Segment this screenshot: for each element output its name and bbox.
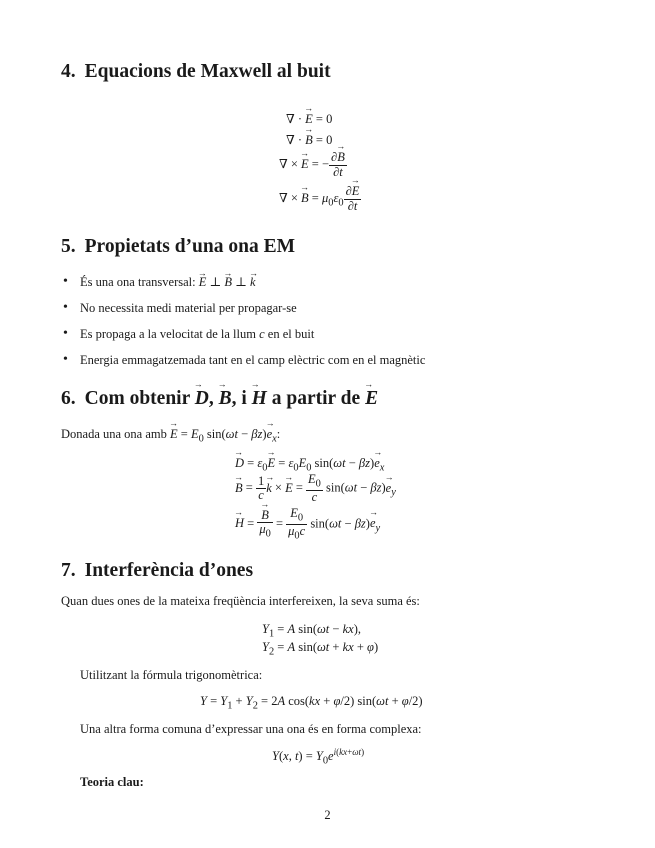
maxwell-eq-3: ∇ × E → = − $\frac{\partial B \to}{\partial t}$ <box>279 151 347 180</box>
equation-B: B → = $\frac{1}{c}$ k → × E → = $\frac{E_0}{c}$ $\sin(\omega t - \beta z)e \to_y$ <box>235 473 396 505</box>
list-item: • No necessita medi material per propagar-se <box>61 300 425 326</box>
equation-D: D → = $\varepsilon_0E$ → = $\varepsilon_0E_0$ $\sin(\omega t - \beta z)e \to_x$ <box>235 456 384 474</box>
equation-y2: $Y_2 = A$ sin(ωt + kx + φ) <box>262 640 379 658</box>
page-number: 2 <box>324 808 331 822</box>
list-item: • Energia emmagatzemada tant en el camp elèctric com en el magnètic <box>61 352 425 378</box>
maxwell-eq-1: ∇ · E → = 0 <box>286 111 332 127</box>
equation-H: H → = $\frac{B \to}{\mu_0}$ = $\frac{E_0}{\mu_0c}$ $\sin(\omega t - \beta z)e \to_y$ <box>235 507 380 542</box>
section-6-intro: Donada una ona amb E → = $E_0$ $\sin(\omega t - \beta z)e \to_x$: <box>61 427 280 445</box>
section-4-heading: 4. Equacions de Maxwell al buit <box>61 61 331 82</box>
section-7-heading: 7. Interferència d’ones <box>61 560 254 581</box>
key-theory-label: Teoria clau: <box>80 775 144 789</box>
properties-list <box>61 274 425 378</box>
complex-equation: Y(x, $t) = Y_0e^{i(kx+\omega t)}$ <box>272 747 365 767</box>
complex-text: Una altra forma comuna d’expressar una ona és en forma complexa: <box>80 722 422 736</box>
maxwell-eq-2: ∇ · B → = 0 <box>286 132 332 148</box>
section-5-heading: 5. Propietats d’una ona EM <box>61 236 295 257</box>
trig-text: Utilitzant la fórmula trigonomètrica: <box>80 668 263 682</box>
section-6-heading: 6. Com obtenir D →, B →, i H → a partir de E → <box>61 388 378 410</box>
list-item: • És una ona transversal: E → ⊥ B → ⊥ k → <box>61 274 425 300</box>
equation-y1: $Y_1 = A$ sin(ωt − kx), <box>262 622 362 640</box>
maxwell-eq-4: ∇ × B → = $\mu_0\varepsilon_0$ $\frac{\partial E \to}{\partial t}$ <box>279 185 361 214</box>
section-7-intro: Quan dues ones de la mateixa freqüència interfereixen, la seva suma és: <box>61 594 420 608</box>
trig-equation: $Y = Y_1 + Y_2 = 2A$ cos(kx + φ/2) sin(ωt + φ/2) <box>200 694 423 712</box>
list-item: • Es propaga a la velocitat de la llum c en el buit <box>61 326 425 352</box>
